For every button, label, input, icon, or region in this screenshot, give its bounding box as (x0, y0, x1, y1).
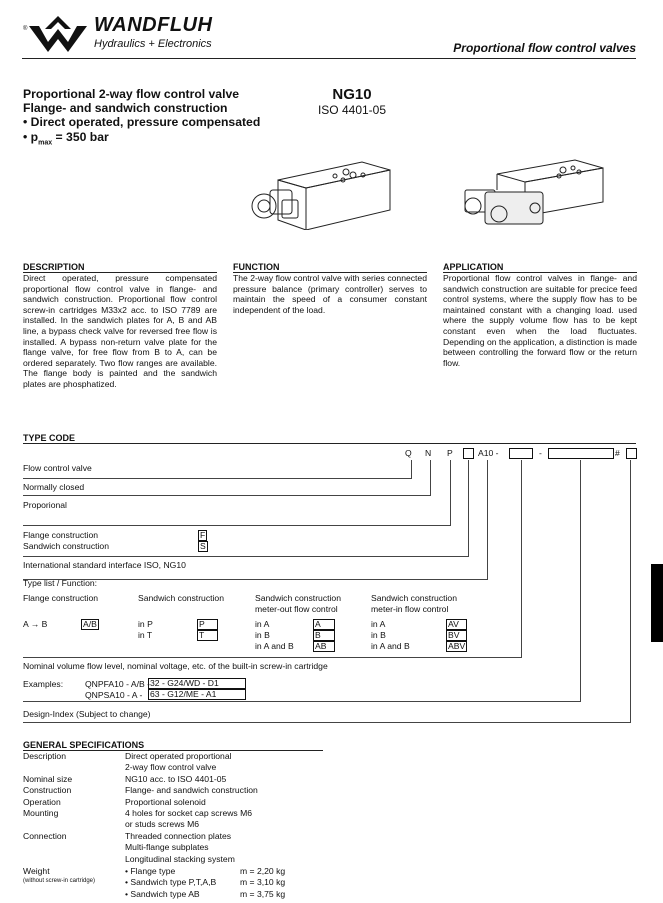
wandfluh-logo-icon (27, 14, 89, 54)
catalog-category: Proportional flow control valves (453, 41, 636, 55)
label-normally-closed: Normally closed (23, 482, 85, 492)
rule-proportional (23, 525, 451, 526)
label-proportional: Proporional (23, 500, 67, 510)
product-title-line: Proportional 2-way flow control valve (23, 87, 240, 101)
spec-label: Operation (23, 796, 61, 807)
label-flow-control-valve: Flow control valve (23, 463, 92, 473)
description-heading: DESCRIPTION (23, 262, 217, 273)
design-index-box (626, 448, 637, 459)
code-b-box: B (313, 630, 335, 641)
code-q: Q (405, 448, 412, 458)
spec-label: Description (23, 751, 66, 761)
iso-standard: ISO 4401-05 (317, 103, 387, 117)
spec-value: 2-way flow control valve (125, 762, 217, 773)
code-abv-box: ABV (448, 641, 466, 651)
code-bv-box: BV (446, 630, 467, 641)
leader-q (411, 460, 412, 478)
application-text: Proportional flow control valves in flange- and sandwich construction are suitable for precice feed control systems, where the supply flow has to be maintained constant with a changing load. used where the supply volume flow has to be kept constant even when the load fluctuates. Depending on the application, a distinction is made between controlling the forward flow or the return flow. (443, 273, 637, 368)
spec-value: Proportional solenoid (125, 796, 206, 807)
sandwich-in-p: in P (138, 619, 153, 629)
spec-label: Nominal size (23, 773, 73, 784)
meter-out-head-2: meter-out flow control (255, 604, 338, 614)
sandwich-valve-image (455, 150, 630, 230)
meter-out-in-a: in A (255, 619, 270, 629)
product-feature-line: • Direct operated, pressure compensated (23, 115, 261, 130)
weight-mass: m = 3,10 kg (240, 877, 286, 888)
example-1-code: 32 - G24/WD - D1 (148, 678, 246, 689)
nominal-size: NG10 (332, 86, 372, 103)
example-2-prefix: QNPSA10 - A - (85, 690, 143, 700)
leader-function (521, 460, 522, 657)
code-s-box: S (200, 541, 206, 551)
spec-value: Threaded connection plates (125, 830, 232, 841)
spec-label: Mounting (23, 808, 59, 818)
application-section (443, 262, 637, 368)
spec-label: Connection (23, 830, 67, 841)
code-p: P (447, 448, 453, 458)
sandwich-in-t: in T (138, 630, 153, 640)
spec-value: Flange- and sandwich construction (125, 785, 258, 796)
description-text: Direct operated, pressure compensated proportional flow control valve in flange- and sandwich construction. Proportional flow control screw-in cartridges M33x2 acc. to ISO 7789 are installed. In the sandwich plates for A, B and AB line, a bypass check valve for reversed free flow is installed. A bypass non-return valve plate for the flange valve, for free flow from B to A, can be ordered separately. Two flow ranges are available. The flange body is painted and the sandwich plates are phosphatized. (23, 273, 217, 389)
bullet: • (23, 129, 28, 144)
leader-cartridge (580, 460, 581, 701)
meter-in-in-b: in B (371, 630, 386, 640)
meter-in-head-1: Sandwich construction (371, 593, 457, 603)
leader-p (450, 460, 451, 525)
label-interface: International standard interface ISO, NG10 (23, 560, 186, 570)
code-ab-box: A/B (83, 619, 97, 629)
label-sandwich-construction: Sandwich construction (23, 541, 109, 551)
application-heading: APPLICATION (443, 262, 637, 273)
weight-label: Weight (23, 866, 50, 876)
function-text: The 2-way flow control valve with series connected pressure balance (primary controller) serves to maintain the speed of a consumer constant independent of the load. (233, 273, 427, 315)
leader-interface (487, 460, 488, 579)
pmax-value: = 350 bar (55, 129, 109, 144)
registered-mark: ® (23, 26, 28, 32)
meter-out-head-1: Sandwich construction (255, 593, 341, 603)
brand-subtitle: Hydraulics + Electronics (94, 38, 212, 50)
weight-type: • Sandwich type AB (125, 888, 200, 899)
pmax-subscript: max (38, 139, 53, 147)
code-hash: # (615, 448, 620, 458)
code-f-box: F (200, 530, 206, 540)
code-t-box: T (197, 630, 218, 641)
header-rule (22, 58, 636, 59)
flange-construction-head: Flange construction (23, 593, 98, 603)
product-title (23, 87, 260, 150)
sandwich-construction-head: Sandwich construction (138, 593, 224, 603)
pmax-line (23, 130, 260, 151)
label-flange-construction: Flange construction (23, 530, 98, 540)
meter-out-in-b: in B (255, 630, 270, 640)
weight-note: (without screw-in cartridge) (23, 878, 96, 884)
size-block (300, 86, 404, 117)
function-section (233, 262, 427, 315)
code-a-box: A (313, 619, 335, 630)
code-dash: - (539, 448, 542, 458)
flange-valve-image (250, 150, 410, 230)
leader-construction (468, 460, 469, 556)
weight-type: • Flange type (125, 866, 176, 876)
meter-out-in-a-and-b: in A and B (255, 641, 294, 651)
spec-value: Direct operated proportional (125, 751, 232, 761)
weight-mass: m = 2,20 kg (240, 866, 286, 876)
weight-type: • Sandwich type P,T,A,B (125, 877, 217, 888)
leader-n (430, 460, 431, 495)
code-a10: A10 - (478, 448, 499, 458)
spec-label: Construction (23, 785, 72, 796)
rule-design-index (23, 722, 631, 723)
flange-a-to-b: A → B (23, 619, 48, 629)
code-p-box: P (197, 619, 218, 630)
meter-in-head-2: meter-in flow control (371, 604, 449, 614)
label-design-index: Design-Index (Subject to change) (23, 709, 151, 719)
code-n: N (425, 448, 432, 458)
rule-construction (23, 556, 469, 557)
rule-normally-closed (23, 495, 431, 496)
example-2-code: 63 - G12/ME - A1 (148, 689, 246, 700)
spec-value: or studs screws M6 (125, 819, 200, 830)
label-nominal-volume: Nominal volume flow level, nominal voltage, etc. of the built-in screw-in cartridge (23, 661, 328, 671)
code-ab-out-box: AB (313, 641, 335, 652)
section-tab-marker (651, 564, 663, 642)
construction-code-box (463, 448, 474, 459)
meter-in-in-a-and-b: in A and B (371, 641, 410, 651)
type-code-heading: TYPE CODE (23, 433, 76, 443)
spec-value: Multi-flange subplates (125, 842, 209, 853)
pmax-symbol: p (30, 129, 39, 144)
function-heading: FUNCTION (233, 262, 427, 273)
description-section (23, 262, 217, 390)
rule-flow-control (23, 478, 412, 479)
function-code-box (509, 448, 533, 459)
meter-in-in-a: in A (371, 619, 386, 629)
weight-mass: m = 3,75 kg (240, 888, 286, 899)
rule-cartridge (23, 701, 581, 702)
product-title-line: Flange- and sandwich construction (23, 101, 228, 116)
cartridge-code-box (548, 448, 614, 459)
example-1-prefix: QNPFA10 - A/B - (85, 679, 150, 689)
specs-heading: GENERAL SPECIFICATIONS (23, 740, 323, 751)
examples-label: Examples: (23, 679, 64, 689)
rule-function (23, 657, 522, 658)
spec-value: 4 holes for socket cap screws M6 (125, 808, 253, 818)
type-code-rule (23, 443, 636, 444)
spec-value: NG10 acc. to ISO 4401-05 (125, 773, 227, 784)
code-av-box: AV (446, 619, 467, 630)
spec-value: Longitudinal stacking system (125, 853, 235, 864)
leader-design-index (630, 460, 631, 722)
brand-name: WANDFLUH (94, 14, 213, 36)
label-type-list: Type list / Function: (23, 578, 98, 588)
